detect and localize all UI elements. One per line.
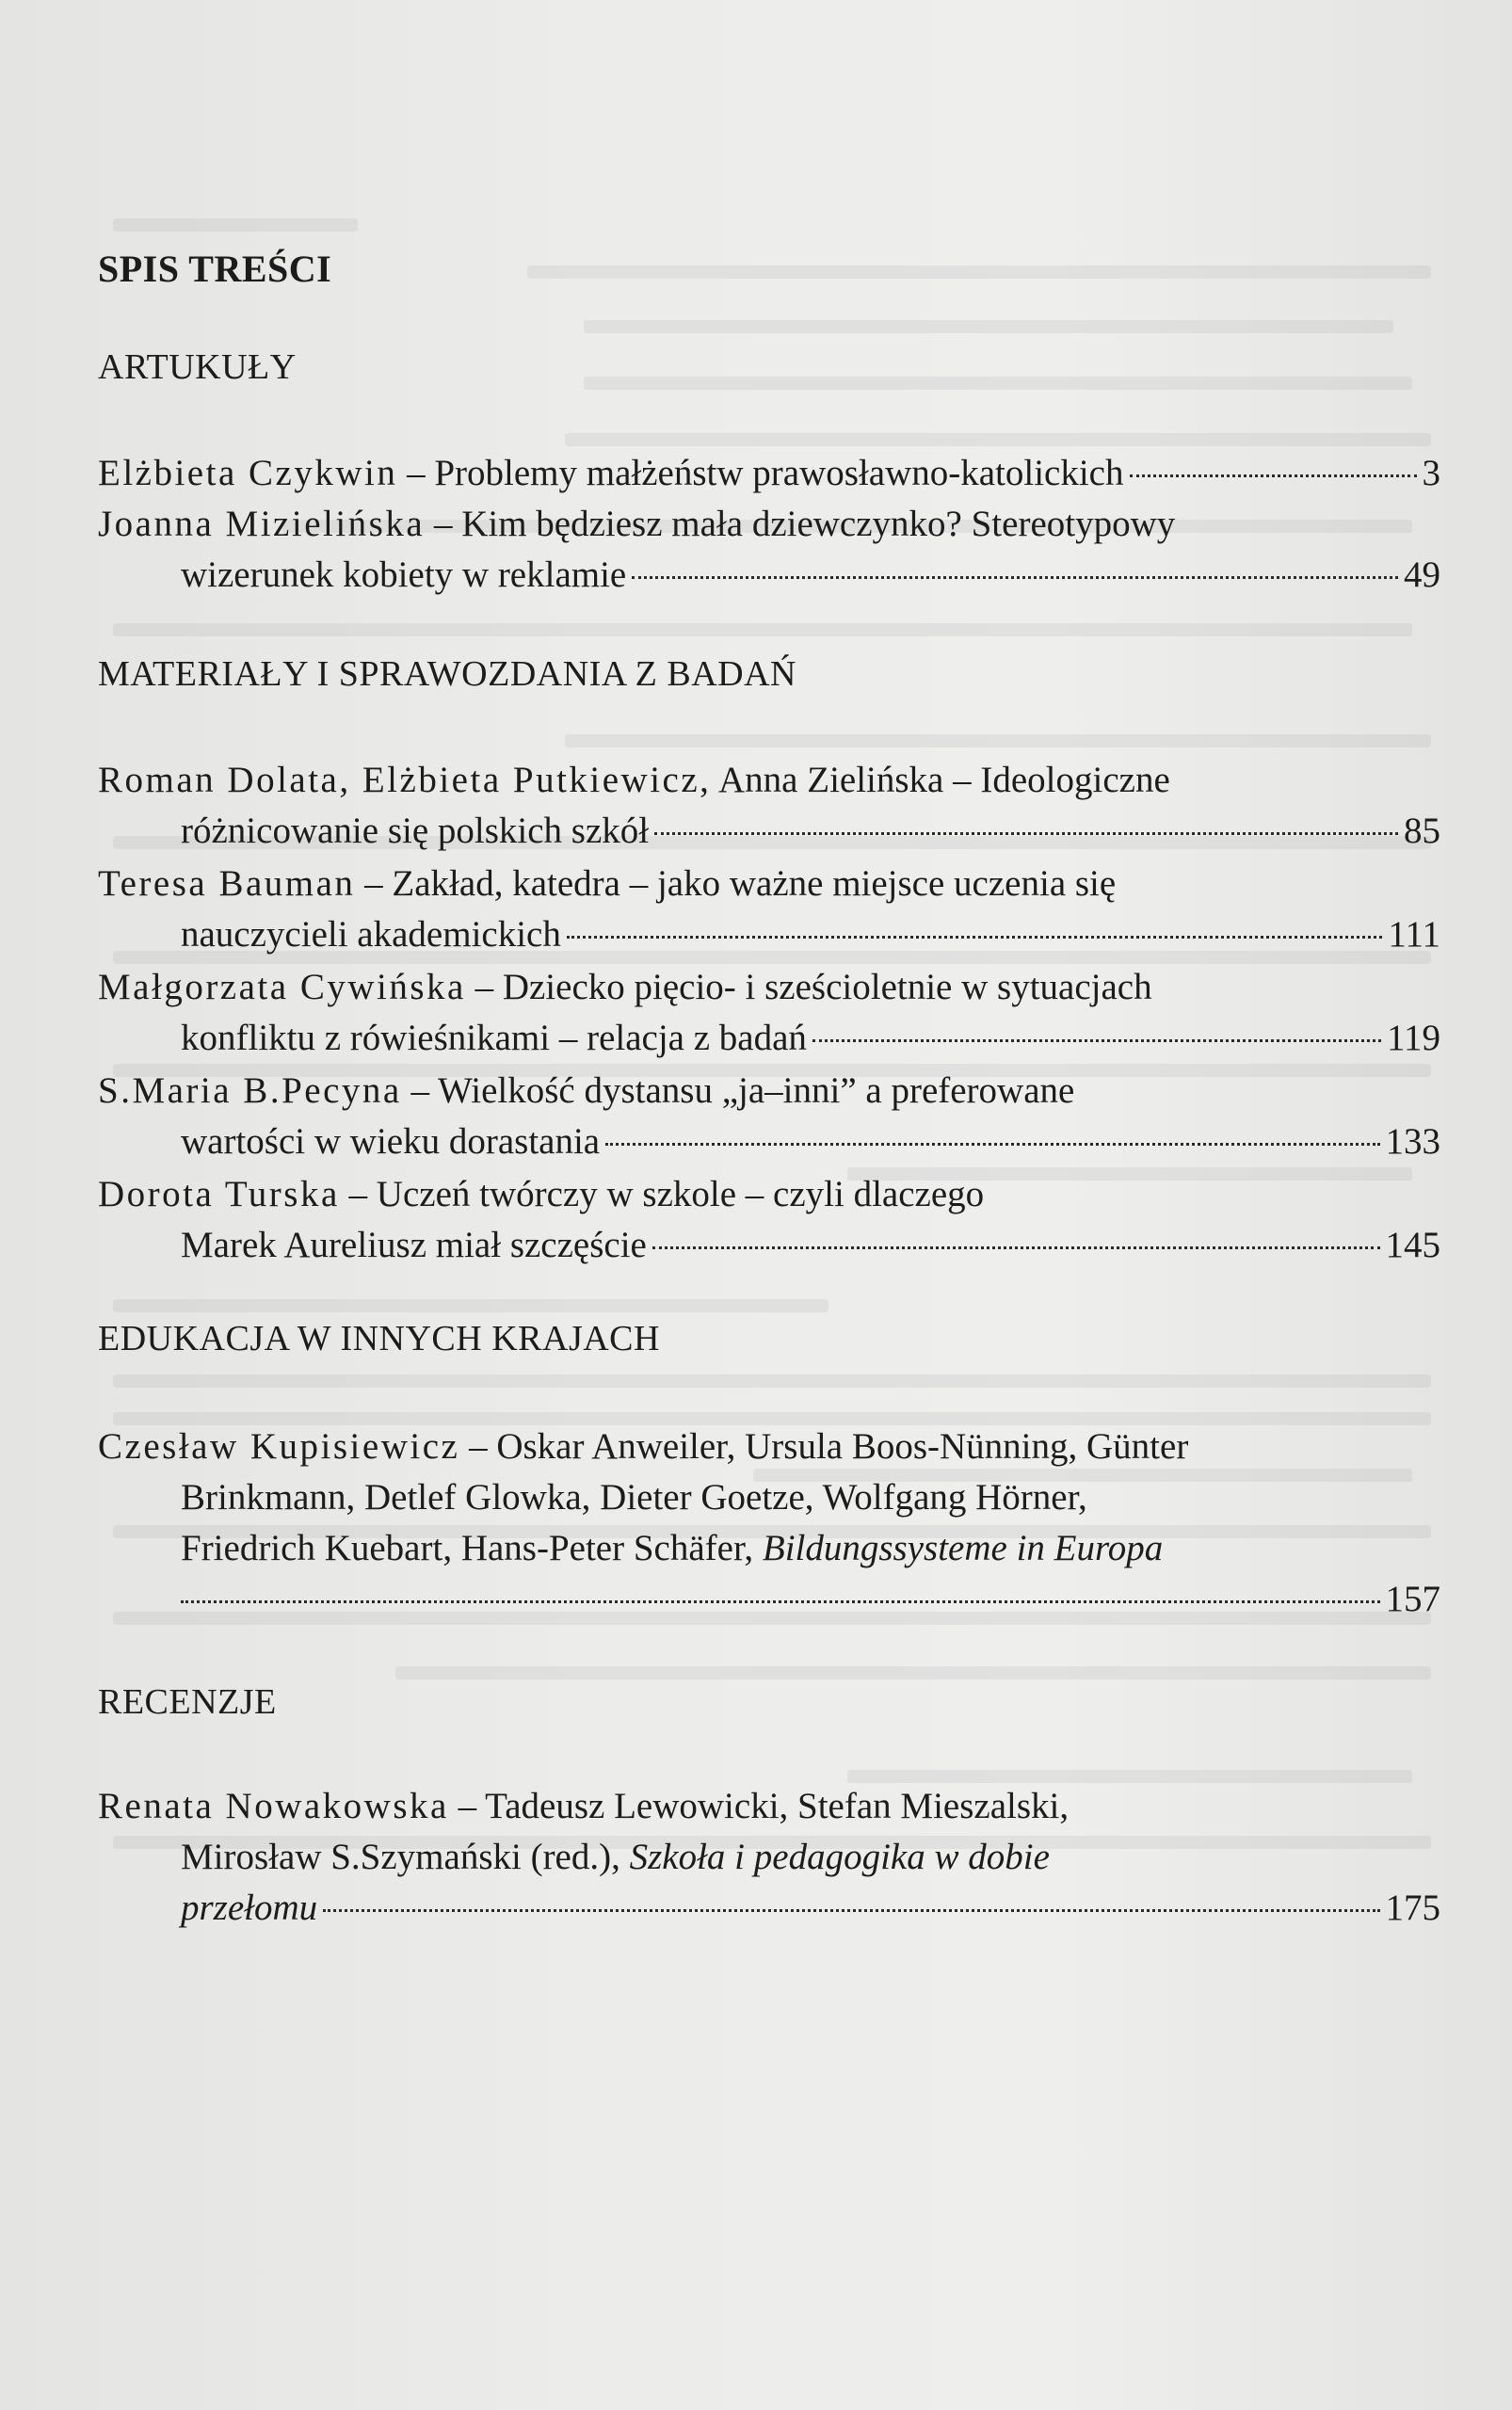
entry-title-continued: nauczycieli akademickich	[181, 914, 561, 955]
dot-leader	[181, 1600, 1380, 1603]
entry-author: Elżbieta Czykwin	[98, 453, 398, 493]
toc-entry[interactable]	[98, 859, 1440, 960]
dot-leader	[632, 576, 1398, 579]
page-number: 49	[1404, 554, 1440, 595]
page-number: 3	[1422, 453, 1440, 493]
entry-author: S.Maria B.Pecyna	[98, 1070, 402, 1111]
entry-title: – Kim będziesz mała dziewczynko? Stereotypowy	[425, 504, 1176, 544]
entry-title-continued: Brinkmann, Detlef Glowka, Dieter Goetze, Wolfgang Hörner,	[181, 1477, 1087, 1518]
entry-title: – Uczeń twórczy w szkole – czyli dlaczego	[339, 1174, 985, 1214]
entry-title: – Dziecko pięcio- i sześcioletnie w sytuacjach	[465, 967, 1152, 1007]
dot-leader	[567, 936, 1383, 939]
page-number: 133	[1385, 1121, 1440, 1162]
entry-title-continued: różnicowanie się polskich szkół	[181, 811, 650, 851]
entry-author: Dorota Turska	[98, 1174, 340, 1214]
book-title-continued: przełomu	[181, 1888, 318, 1928]
toc-entry[interactable]	[98, 1422, 1440, 1625]
page-number: 111	[1388, 914, 1440, 955]
dot-leader	[323, 1909, 1379, 1912]
toc-entry[interactable]	[98, 1066, 1440, 1167]
toc-entry[interactable]	[98, 499, 1440, 601]
dot-leader	[812, 1039, 1381, 1042]
page-title: SPIS TREŚCI	[98, 248, 332, 290]
entry-title: – Wielkość dystansu „ja–inni” a preferowane	[401, 1070, 1075, 1111]
entry-title: – Zakład, katedra – jako ważne miejsce uczenia się	[355, 863, 1117, 904]
toc-entry[interactable]	[98, 962, 1440, 1064]
dot-leader	[654, 832, 1398, 835]
entry-title: Anna Zielińska – Ideologiczne	[711, 760, 1170, 800]
toc-entry[interactable]	[98, 755, 1440, 857]
entry-title-continued: konfliktu z rówieśnikami – relacja z badań	[181, 1018, 807, 1058]
entry-author: Joanna Mizielińska	[98, 504, 426, 544]
dot-leader	[652, 1246, 1380, 1249]
page-number: 175	[1385, 1888, 1440, 1928]
entry-author: Roman Dolata, Elżbieta Putkiewicz,	[98, 760, 712, 800]
entry-author: Czesław Kupisiewicz	[98, 1426, 460, 1467]
entry-title-continued: Friedrich Kuebart, Hans-Peter Schäfer,	[181, 1528, 763, 1568]
page-number: 157	[1385, 1579, 1440, 1619]
section-heading-materialy: MATERIAŁY I SPRAWOZDANIA Z BADAŃ	[98, 654, 796, 694]
section-heading-recenzje: RECENZJE	[98, 1682, 277, 1722]
section-heading-artykuly: ARTUKUŁY	[98, 347, 297, 387]
entry-author: Małgorzata Cywińska	[98, 967, 466, 1007]
book-title: Szkoła i pedagogika w dobie	[629, 1837, 1050, 1877]
entry-title-continued: Marek Aureliusz miał szczęście	[181, 1225, 647, 1265]
page-number: 119	[1386, 1018, 1440, 1058]
entry-author: Teresa Bauman	[98, 863, 356, 904]
entry-title-continued: Mirosław S.Szymański (red.),	[181, 1837, 630, 1877]
page-number: 145	[1385, 1225, 1440, 1265]
page-number: 85	[1404, 811, 1440, 851]
toc-entry[interactable]	[98, 1781, 1440, 1934]
dot-leader	[1130, 474, 1417, 477]
dot-leader	[605, 1143, 1379, 1146]
toc-entry[interactable]	[98, 1169, 1440, 1271]
section-heading-edukacja: EDUKACJA W INNYCH KRAJACH	[98, 1319, 660, 1358]
entry-title-continued: wizerunek kobiety w reklamie	[181, 554, 627, 595]
book-title: Bildungssysteme in Europa	[762, 1528, 1164, 1568]
toc-entry[interactable]	[98, 448, 1440, 499]
entry-title: – Tadeusz Lewowicki, Stefan Mieszalski,	[448, 1786, 1070, 1826]
entry-title: – Oskar Anweiler, Ursula Boos-Nünning, Günter	[459, 1426, 1189, 1467]
entry-title: – Problemy małżeństw prawosławno-katolickich	[397, 453, 1124, 493]
entry-title-continued: wartości w wieku dorastania	[181, 1121, 601, 1162]
entry-author: Renata Nowakowska	[98, 1786, 449, 1826]
